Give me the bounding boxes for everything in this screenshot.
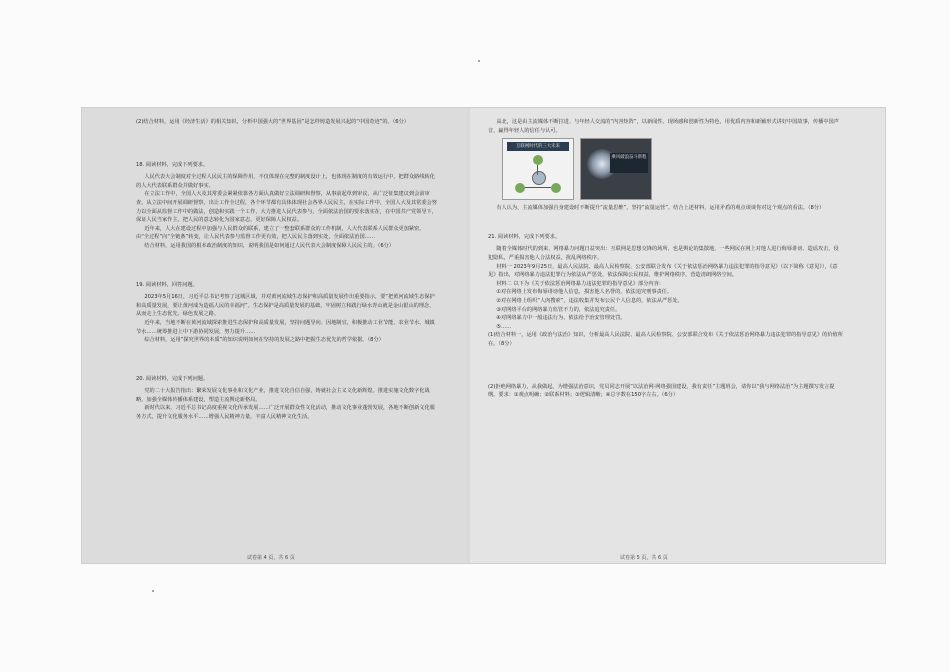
q21-item: ⑤…… xyxy=(496,323,512,330)
q17-sub-question: (2)结合材料，运用《经济生活》的相关知识，分析中国强大的“世界基因”是怎样铸造发展兴起的“中国奇迹”的。（6分） xyxy=(136,119,409,125)
q21-requirement-2: (2)拒绝网络暴力，从我做起。为增强法治意识，党员同志开展“以法治网·网络强国建设，我有责任”主题班会，请你以“我与网络法治”为主题撰写发言提纲。要求：①观点明确；②联系材料；③逻辑清晰；④总字数在150字左右。（6分） xyxy=(488,383,835,399)
q20-figures xyxy=(502,138,843,200)
scan-speck xyxy=(478,60,480,62)
q19-paragraph-2: 近年来，当地不断在黄河流域探索推进生态保护和高质量发展，坚持问题导向、因地制宜，积极推动工业节能、农业节水、城镇节水……统筹推进上中下游协同发展，努力提升…… xyxy=(136,319,435,335)
q18-requirement: 结合材料，运用我国的根本政治制度的知识，说明我国是如何通过人民代表大会制度保障人民民主的。（6分） xyxy=(144,242,395,249)
diagram-edge xyxy=(525,187,551,188)
diagram-hub xyxy=(532,171,546,185)
q21-requirement-1: (1)结合材料一，运用《政治与法治》知识，分析最高人民法院、最高人民检察院、公安部联合发布《关于依法惩治网络暴力违法犯罪的指导意见》的价值所在。（8分） xyxy=(488,332,843,347)
q21-material-1: 材料一 2023年9月25日，最高人民法院、最高人民检察院、公安部联合发布《关于依法惩治网络暴力违法犯罪的指导意见》（以下简称《意见》），《意见》指出，对网络暴力违法犯罪行为依法从严惩处，依法保障公民权益，维护网络秩序，营造清朗网络空间。 xyxy=(488,263,838,279)
q18-paragraph-3: 近年来，人大在建设过程中加强与人民群众的联系，建立了一整套联系群众的工作机制，人大代表联系人民群众更加紧密，由“全过程”向“全链条”转变，让人民代表参与监督工作更有效，把人民民主落到实处，全面依法治国…… xyxy=(136,225,425,241)
figure-right-caption: 乘风破浪奋斗新程 xyxy=(610,153,648,173)
q21-intro: 随着全媒体时代的到来，网络暴力问题日益突出：互联网是思想交锋的场所，也是舆论的集散地，一些网民在网上对他人进行侮辱诽谤、造谣攻击、侵犯隐私，严重损害他人合法权益，扰乱网络秩序。 xyxy=(488,246,839,261)
diagram-node-right xyxy=(551,183,561,193)
q20-paragraph-2: 新时代以来，习近平总书记高度重视文化传承发展……广泛开展群众性文化活动，推动文化事业蓬勃发展，各地不断创新文化服务方式，提升文化服务水平……增强人民精神力量，丰富人民精神文化生活。 xyxy=(136,405,435,421)
figure-left-caption: 互联网时代的三大未来 xyxy=(507,142,569,151)
left-page-content xyxy=(82,108,467,563)
q18-title: 18. 阅读材料，完成下列要求。 xyxy=(136,161,209,168)
q19-requirement: 综合材料，运用“探究世界的本质”的知识说明如何在坚持的发展之路中把握生态优先的哲学依据。（8分） xyxy=(144,337,384,344)
scan-speck xyxy=(152,590,154,592)
q21-item: ④对网络暴力中一般违法行为，依法给予治安管理处罚。 xyxy=(496,315,626,322)
q21-item: ③对网络平台的网络暴力监管不力的，依法追究责任。 xyxy=(496,306,621,313)
right-exam-page xyxy=(470,108,885,563)
q18-paragraph-2: 在立法工作中，全国人大及其常委会紧紧依靠各方面认真做好立法调研和督察，从事前起草到审议，从广泛征集建议到会前审查，从立法中间开展调研督察，出让工作全过程，各个环节都有具体体现社会各界人民民主，在实际工作中，全国人大及其常委会努力以全面从监督工作中的做法，创造和实践一个工作、大力推进人民代表参与，全面依法治国的要求落实在，在中国共产党领导下，保证人民当家作主，把人民的意志转化为国家意志，更好保障人民权益。 xyxy=(136,191,437,224)
right-page-footer: 试卷第 5 页，共 6 页 xyxy=(620,555,668,561)
left-page-footer: 试卷第 4 页，共 6 页 xyxy=(247,555,295,561)
q20-paragraph-1: 党的二十大报告指出：繁荣发展文化事业和文化产业，推进文化自信自强，铸就社会主义文化新辉煌。推进实施文化数字化战略，加强全媒体传播体系建设，塑造主流舆论新格局。 xyxy=(136,388,430,403)
q21-item: ①对在网络上发布侮辱诽谤他人信息，损害他人名誉的，依法追究刑事责任。 xyxy=(496,289,673,296)
q21-item: ②对在网络上组织“人肉搜索”，违法收集并发布公民个人信息的，依法从严惩处。 xyxy=(496,297,683,304)
q18-paragraph-1: 人民代表大会制度对全过程人民民主的保障作用，不仅体现在完整的制度设计上，也体现在制度的有效运行中，把群众路线转化的人大代表联系群众并做好事实。 xyxy=(136,174,435,189)
diagram-node-left xyxy=(515,183,525,193)
q19-title: 19. 阅读材料，回答问题。 xyxy=(136,281,198,288)
q21-title: 21. 阅读材料，完成下列要求。 xyxy=(488,233,561,240)
diagram-edge xyxy=(537,165,538,175)
q19-paragraph-1: 2023年5月16日，习近平总书记考察了这城区域，并对黄河流域生态保护和高质量发展作出重要指示，要“把黄河流域生态保护和高质量发展，要让黄河成为造福人民的幸福河”。生态保护是高质量发展的基础，牢固树立和践行绿水青山就是金山银山的理念，从而走上生态优先、绿色发展之路。 xyxy=(136,294,435,318)
globe-photo-icon xyxy=(580,138,652,200)
q20-title: 20. 阅读材料，完成下列问题。 xyxy=(136,375,209,382)
right-page-content xyxy=(470,108,885,563)
left-exam-page xyxy=(82,108,467,563)
q20-requirement: 有人认为，主流媒体加强自身建设时不断提升“流量思维”，坚持“流量运营”。结合上述材料，运用矛盾的观点谈谈你对这个观点的看法。（8分） xyxy=(496,205,825,212)
q20-continued-paragraph: 高北，这是由主流媒体不断拉进、与年轻人交流的“内容矩阵”，以新闻性、现场感和创新性为特色，用优质内容和新颖形式讲好中国故事，传播中国声音，赢得年轻人的信任与认可。 xyxy=(488,119,839,134)
network-diagram-icon xyxy=(502,138,574,200)
q21-material-2: 材料二 以下为《关于依法惩治网络暴力违法犯罪的指导意见》部分内容： xyxy=(496,280,664,287)
diagram-node-top xyxy=(533,155,543,165)
